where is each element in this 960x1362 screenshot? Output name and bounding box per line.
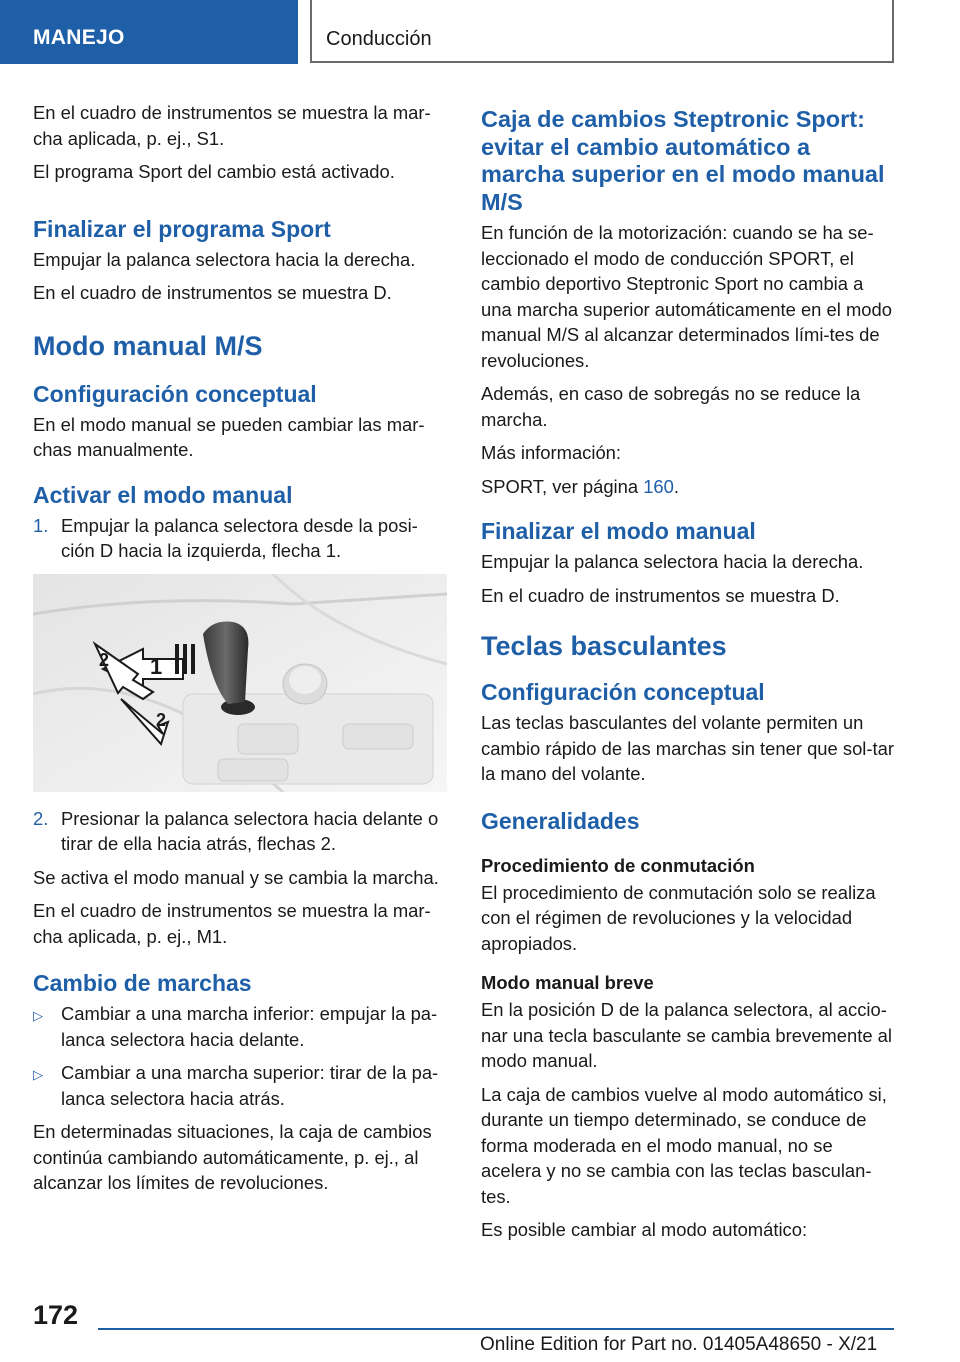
paragraph: El programa Sport del cambio está activado. <box>33 161 395 182</box>
bullet-text: Cambiar a una marcha superior: tirar de la pa‐lanca selectora hacia atrás. <box>61 1062 439 1109</box>
heading-teclas: Teclas basculantes <box>481 631 727 661</box>
paragraph: Empujar la palanca selectora hacia la derecha. <box>481 551 864 572</box>
paragraph: En función de la motorización: cuando se ha se‐leccionado el modo de conducción SPORT, el cambio deportivo Steptronic Sport no cambia a una marcha superior automáticamente en el modo manual M/S al alcanzar determinados lími‐tes de revoluciones. <box>481 222 892 371</box>
ref-text: SPORT, ver página <box>481 475 644 497</box>
list-item <box>33 513 447 564</box>
paragraph: Es posible cambiar al modo automático: <box>481 1219 808 1240</box>
paragraph: En el cuadro de instrumentos se muestra D. <box>33 282 392 303</box>
heading-finalizar-sport: Finalizar el programa Sport <box>33 215 331 242</box>
arrow-label-2-upper: 2 <box>99 649 110 670</box>
chapter-title: Conducción <box>326 28 432 50</box>
bullet-item <box>33 1060 447 1111</box>
paragraph: En la posición D de la palanca selectora, al accio‐nar una tecla basculante se cambia brevemente al modo manual. <box>481 999 892 1071</box>
paragraph: La caja de cambios vuelve al modo automático si, durante un tiempo determinado, se conduce de forma moderada en el modo manual, no se acelera y no se cambia con las teclas basculan‐tes. <box>481 1083 887 1207</box>
step-text: Presionar la palanca selectora hacia delante o tirar de ella hacia atrás, flechas 2. <box>61 807 439 854</box>
triangle-bullet-icon: ▷ <box>33 1008 43 1023</box>
left-column <box>33 100 447 1204</box>
section-label: MANEJO <box>33 26 125 49</box>
arrow-label-2-lower: 2 <box>156 709 167 730</box>
page-number: 172 <box>33 1300 79 1330</box>
paragraph: En el cuadro de instrumentos se muestra la mar‐cha aplicada, p. ej., S1. <box>33 102 431 149</box>
footer-divider <box>98 1328 894 1330</box>
paragraph: Además, en caso de sobregás no se reduce la marcha. <box>481 383 861 430</box>
paragraph: En determinadas situaciones, la caja de cambios continúa cambiando automáticamente, p. ej., al alcanzar los límites de revoluciones. <box>33 1121 432 1193</box>
section-tab[interactable] <box>0 0 298 64</box>
gear-selector-figure <box>33 574 447 792</box>
paragraph: El procedimiento de conmutación solo se realiza con el régimen de revoluciones y la velocidad apropiados. <box>481 881 876 954</box>
heading-configuracion: Configuración conceptual <box>481 679 765 705</box>
bullet-text: Cambiar a una marcha inferior: empujar la pa‐lanca selectora hacia delante. <box>61 1003 438 1050</box>
page-link[interactable]: 160 <box>643 475 674 497</box>
heading-cambio-marchas: Cambio de marchas <box>33 970 252 996</box>
paragraph <box>481 474 895 500</box>
footer-edition: Online Edition for Part no. 01405A48650 - X/21 <box>480 1334 878 1355</box>
step-number: 2. <box>33 807 49 829</box>
right-column <box>481 106 895 1251</box>
gear-selector-illustration <box>33 574 447 792</box>
heading-configuracion: Configuración conceptual <box>33 380 317 407</box>
heading-modo-manual: Modo manual M/S <box>33 330 263 361</box>
ref-suffix: . <box>673 475 680 497</box>
step-text: Empujar la palanca selectora desde la posi‐ción D hacia la izquierda, flecha 1. <box>61 514 418 561</box>
paragraph: Se activa el modo manual y se cambia la marcha. <box>33 866 439 888</box>
list-item <box>33 806 447 857</box>
heading-finalizar-manual: Finalizar el modo manual <box>481 518 756 544</box>
bullet-item <box>33 1001 447 1052</box>
chapter-header <box>310 0 894 63</box>
paragraph: En el cuadro de instrumentos se muestra la mar‐cha aplicada, p. ej., M1. <box>33 900 431 947</box>
arrow-label-1: 1 <box>150 653 163 679</box>
heading-caja-cambios: Caja de cambios Steptronic Sport: evitar el cambio automático a marcha superior en el modo manual M/S <box>481 106 885 215</box>
paragraph: Las teclas basculantes del volante permiten un cambio rápido de las marchas sin tener que sol‐tar la mano del volante. <box>481 712 894 784</box>
paragraph: En el modo manual se pueden cambiar las mar‐chas manualmente. <box>33 413 425 460</box>
paragraph: Más información: <box>481 442 622 463</box>
paragraph: Empujar la palanca selectora hacia la derecha. <box>33 248 416 270</box>
paragraph: En el cuadro de instrumentos se muestra D. <box>481 584 840 606</box>
subheading-modo-breve: Modo manual breve <box>481 972 654 993</box>
step-number: 1. <box>33 514 49 536</box>
heading-activar: Activar el modo manual <box>33 481 293 508</box>
heading-generalidades: Generalidades <box>481 807 640 834</box>
triangle-bullet-icon: ▷ <box>33 1067 43 1082</box>
subheading-procedimiento: Procedimiento de conmutación <box>481 854 755 876</box>
